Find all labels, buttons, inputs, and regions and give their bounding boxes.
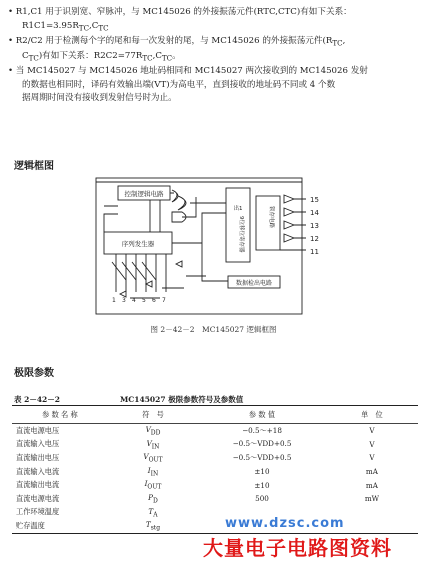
output-buffers	[284, 195, 294, 242]
header-symbol: 符 号	[108, 406, 198, 424]
latch-label: 锁存电路	[268, 206, 274, 229]
header-unit: 单 位	[326, 406, 418, 424]
diagram-caption: 图 2－42－2 MC145027 逻辑框图	[150, 325, 277, 334]
ic-label: 出1	[233, 206, 243, 212]
or-gate-1	[172, 190, 178, 202]
bullet-line-6: 的数据也相同时，译码有效输出端(VT)为高电平，直到接收的地址码不同或 4 个数	[22, 79, 336, 90]
section-heading-limits: 极限参数	[14, 368, 54, 379]
cell-param: 直流电源电压	[16, 425, 60, 435]
cell-symbol	[108, 519, 198, 533]
symbol-main: V	[145, 425, 151, 435]
symbol-main: P	[148, 493, 153, 503]
bullet-line-5: • 当 MC145027 与 MC145026 地址码相同和 MC145027 两次接收到的 MC145026 发射	[8, 66, 368, 77]
symbol-sub: IN	[151, 443, 160, 451]
value-main: −0.5～V	[232, 439, 263, 449]
bullet-line-2-sub-tc: TC	[78, 23, 90, 33]
bullet-line-4-sub2: TC	[142, 53, 153, 63]
cell-param: 贮存温度	[12, 519, 108, 533]
control-logic-label: 控制逻辑电路	[124, 190, 164, 198]
pin-1-label: 1	[112, 297, 116, 304]
bullet-line-7: 据周期时间没有接收到发射信号时为止。	[22, 93, 177, 104]
cell-param: 直流输出电压	[16, 452, 60, 462]
pin-6-label: 6	[152, 297, 156, 304]
bullet-line-4-c: ,C	[152, 50, 162, 61]
table-row	[12, 465, 418, 479]
symbol-sub: stg	[150, 524, 161, 532]
cell-symbol	[108, 492, 198, 506]
cell-param: 工作环境温度	[16, 507, 60, 517]
table-body	[12, 424, 418, 534]
value-main: −0.5～V	[232, 452, 263, 462]
table-label: 表 2－42－2	[14, 395, 60, 404]
bullet-line-4-pre: C	[22, 50, 29, 61]
cell-value	[198, 438, 326, 452]
header-value: 参 数 值	[198, 406, 326, 424]
cell-value	[198, 465, 326, 479]
pin-7-label: 7	[162, 297, 166, 304]
symbol-sub: OUT	[148, 456, 163, 464]
cell-unit: mA	[365, 480, 378, 490]
cell-symbol	[108, 438, 198, 452]
bullet-line-4-end: 。	[172, 50, 181, 61]
pin-14-label: 14	[310, 209, 319, 217]
table-row	[12, 424, 418, 438]
symbol-sub: DD	[150, 429, 161, 437]
cell-unit: mW	[364, 494, 380, 504]
cell-value	[198, 424, 326, 438]
cell-param: 直流输入电压	[16, 439, 60, 449]
value-main: 500	[255, 494, 269, 504]
header-param: 参 数 名 称	[12, 406, 108, 424]
bullet-line-3-sub: TC	[332, 38, 343, 48]
diode-1	[176, 261, 182, 267]
cell-symbol	[108, 478, 198, 492]
value-main: −0.5～+18	[242, 425, 282, 435]
sequence-generator-label: 序列发生器	[121, 240, 155, 248]
cell-symbol	[108, 451, 198, 465]
value-main: ±10	[254, 480, 270, 490]
table-row	[12, 492, 418, 506]
data-compare-label: 数据检出电路	[235, 280, 273, 287]
pin-5-label: 5	[142, 297, 146, 304]
symbol-main: V	[146, 438, 152, 448]
symbol-sub: IN	[150, 470, 159, 478]
symbol-main: T	[148, 506, 154, 516]
pin-15-label: 15	[310, 196, 319, 204]
symbol-sub: A	[153, 511, 158, 519]
cell-param: 直流电源电流	[16, 493, 60, 503]
pin-4-label: 4	[132, 297, 136, 304]
value-main: ±10	[254, 467, 270, 477]
cell-unit: V	[369, 453, 375, 463]
symbol-main: I	[144, 479, 148, 489]
cell-param: 直流输出电流	[16, 480, 60, 490]
cell-unit: V	[369, 426, 375, 436]
latch-box	[256, 196, 280, 250]
bullet-line-4-mid: )有如下关系：R2C2=77R	[38, 50, 143, 61]
symbol-main: I	[147, 465, 151, 475]
pin-11-label: 11	[310, 248, 319, 256]
table-row	[12, 438, 418, 452]
table-row	[12, 506, 418, 520]
cell-value	[198, 478, 326, 492]
cell-symbol	[108, 506, 198, 520]
bullet-line-4-sub1: TC	[28, 53, 39, 63]
cell-value	[198, 492, 326, 506]
bullet-line-2-c: ,C	[89, 20, 99, 31]
value-tail: DD+0.5	[262, 439, 292, 449]
cell-value	[198, 451, 326, 465]
or-gate-2	[178, 196, 186, 210]
cell-unit: mA	[365, 467, 378, 477]
cell-unit: V	[369, 439, 375, 449]
symbol-main: V	[143, 452, 149, 462]
symbol-sub: OUT	[147, 483, 162, 491]
pin-12-label: 12	[310, 235, 319, 243]
watermark-text: 大量电子电路图资料	[203, 536, 392, 560]
bullet-line-3: • R2/C2 用于检测每个字的尾和每一次发射的尾，与 MC145026 的外接振荡元件($R_{TC}$,	[8, 35, 346, 48]
bullet-line-3-text: • R2/C2 用于检测每个字的尾和每一次发射的尾，与 MC145026 的外接振荡元件(R	[8, 35, 333, 46]
pin-3-label: 3	[122, 297, 126, 304]
table-header-row	[12, 406, 418, 424]
table-row	[12, 451, 418, 465]
shift-register-label: 9位移位寄存器	[238, 216, 244, 253]
value-tail: DD+0.5	[262, 452, 292, 462]
bullet-line-2-text: R1C1=3.95R	[22, 20, 79, 31]
table-row	[12, 478, 418, 492]
symbol-sub: D	[153, 497, 158, 505]
section-heading-logic: 逻辑框图	[14, 161, 54, 172]
limits-table	[12, 405, 418, 534]
symbol-main: T	[145, 520, 151, 530]
watermark-url: www.dzsc.com	[225, 516, 345, 531]
bullet-line-1: • R1,C1 用于识别宽、窄脉冲，与 MC145026 的外接振荡元件(RTC,CTC)有如下关系：	[8, 7, 352, 17]
diode-2	[146, 281, 152, 287]
shift-register-box	[226, 188, 250, 262]
cell-symbol	[108, 465, 198, 479]
pin-13-label: 13	[310, 222, 319, 230]
table-title: MC145027 极限参数符号及参数值	[120, 395, 244, 404]
cell-symbol	[108, 424, 198, 438]
bullet-line-2-sub-tc2: TC	[98, 23, 109, 33]
cell-param: 直流输入电流	[16, 466, 60, 476]
bullet-line-4-sub3: TC	[161, 53, 173, 63]
